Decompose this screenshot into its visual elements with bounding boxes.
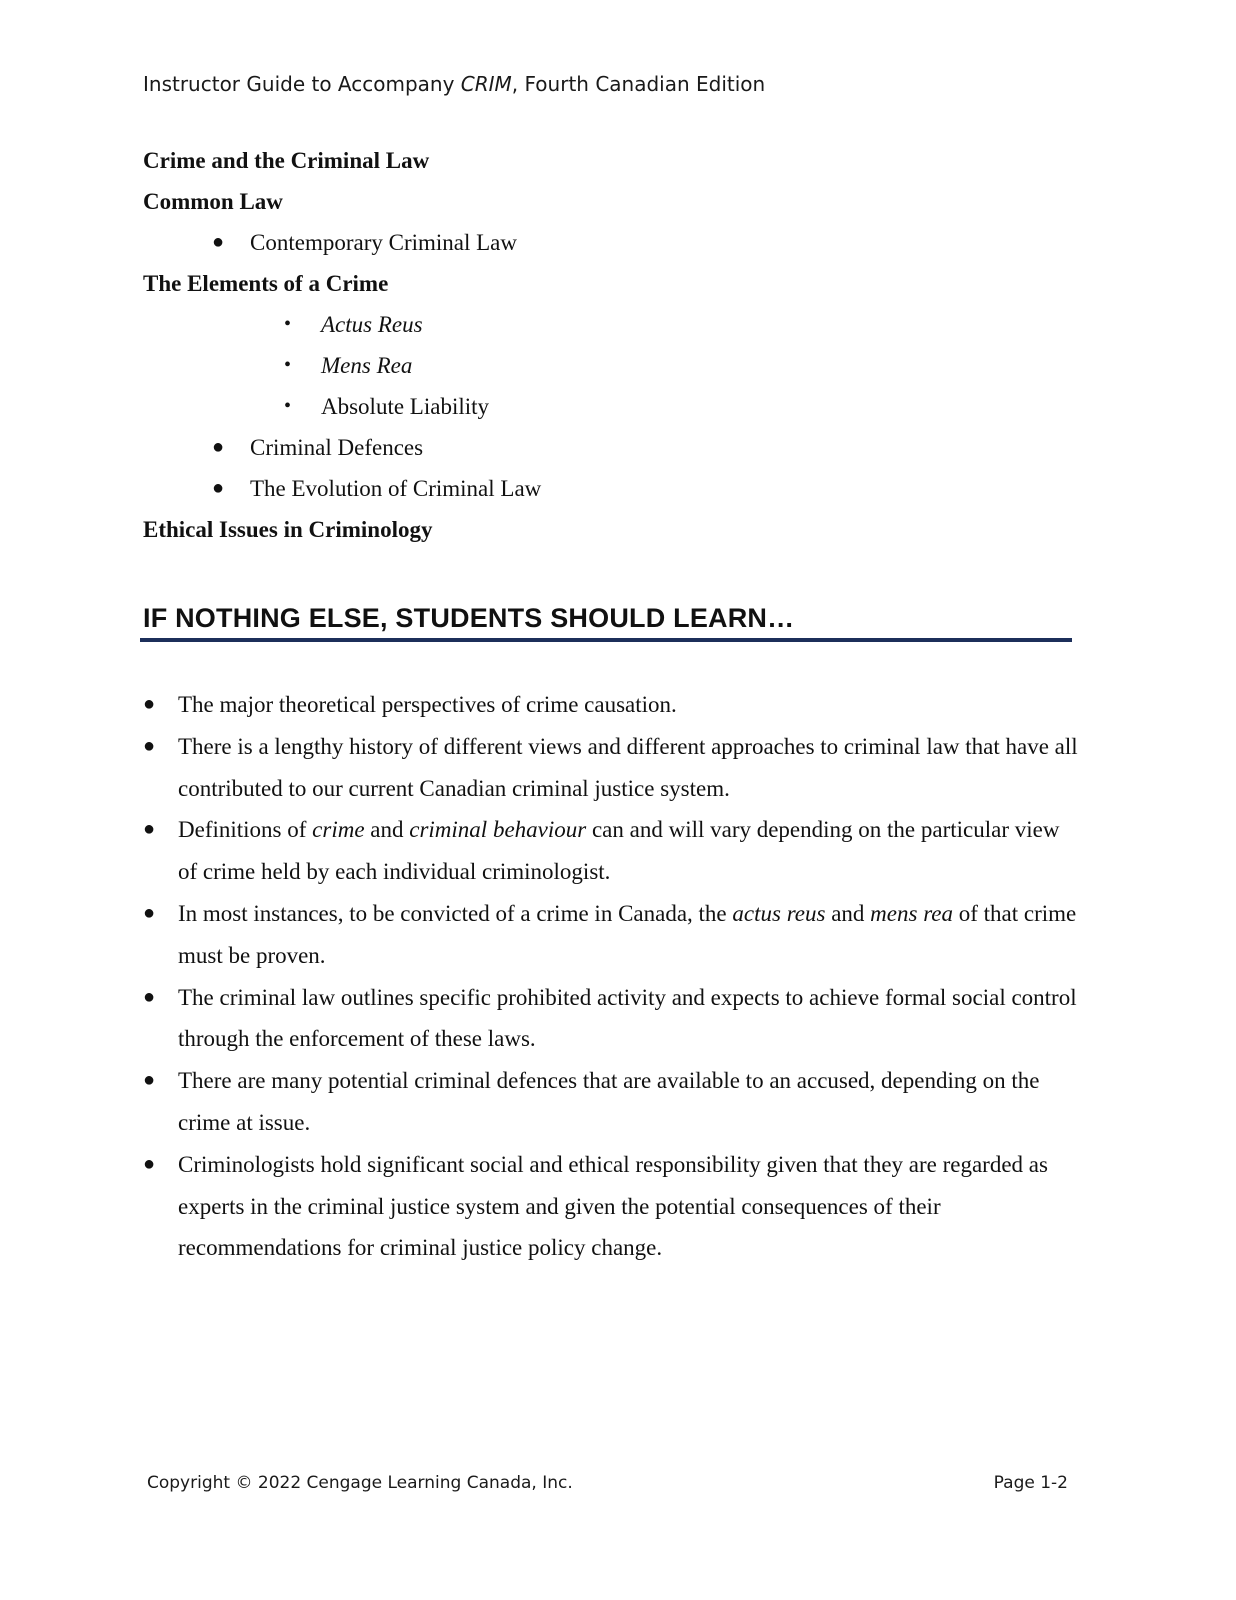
bullet-icon: ●	[143, 901, 156, 924]
list-item-emphasis: crime	[312, 817, 365, 843]
list-item-text: Criminologists hold significant social and ethical responsibility given that they are regarded as experts in the criminal justice system and given the potential consequences of their recommendations for criminal justice policy change.	[178, 1151, 1048, 1261]
list-item-text-post: of that crime must be proven.	[178, 900, 1077, 968]
bullet-icon: ●	[212, 231, 225, 253]
header-prefix: Instructor Guide to Accompany	[143, 72, 461, 96]
bullet-icon: ●	[212, 436, 225, 458]
running-header	[143, 72, 765, 96]
list-item	[143, 893, 1083, 977]
list-item-text-pre: Definitions of	[178, 817, 313, 843]
list-item	[143, 1060, 1083, 1144]
outline-item-contemporary-criminal-law	[143, 222, 1093, 263]
learning-outcomes-list	[143, 684, 1083, 1269]
list-item	[143, 977, 1083, 1061]
outline-label: Absolute Liability	[321, 394, 490, 419]
header-suffix: , Fourth Canadian Edition	[511, 72, 766, 96]
bullet-icon: ●	[143, 985, 156, 1008]
list-item-text-post: can and will vary depending on the particular view of crime held by each individual criminologist.	[178, 817, 1060, 885]
outline-label: Mens Rea	[321, 353, 413, 378]
outline-label: The Evolution of Criminal Law	[250, 476, 542, 501]
footer-copyright: Copyright © 2022 Cengage Learning Canada, Inc.	[147, 1473, 573, 1493]
list-item	[143, 809, 1083, 893]
bullet-icon: ●	[143, 1152, 156, 1175]
list-item-text-mid: and	[825, 900, 871, 926]
list-item	[143, 1144, 1083, 1269]
outline-label: Criminal Defences	[250, 435, 424, 460]
header-book-title: CRIM	[460, 72, 512, 96]
list-item-text-pre: In most instances, to be convicted of a crime in Canada, the	[178, 900, 733, 926]
list-item-text: There are many potential criminal defences that are available to an accused, depending on the crime at issue.	[178, 1068, 1040, 1135]
list-item-emphasis: mens rea	[870, 900, 953, 926]
footer-page-number: Page 1-2	[993, 1473, 1068, 1493]
list-item	[143, 684, 1083, 726]
outline-item-evolution-of-criminal-law	[143, 468, 1093, 509]
bullet-icon: ●	[143, 1069, 156, 1092]
bullet-icon: ●	[143, 818, 156, 841]
list-item-emphasis: actus reus	[732, 900, 826, 926]
outline-label: Contemporary Criminal Law	[250, 230, 517, 255]
list-item	[143, 726, 1083, 810]
outline-subitem-absolute-liability	[143, 386, 1093, 427]
section-divider	[140, 638, 1072, 642]
bullet-icon: •	[284, 354, 292, 376]
list-item-text: The major theoretical perspectives of crime causation.	[178, 692, 677, 717]
bullet-icon: ●	[143, 734, 156, 757]
outline-label: Actus Reus	[321, 312, 423, 337]
outline-heading-ethical-issues	[143, 509, 1093, 550]
chapter-outline	[143, 140, 1093, 550]
outline-label: Ethical Issues in Criminology	[143, 517, 433, 542]
outline-heading-crime-and-criminal-law	[143, 140, 1093, 181]
list-item-text: The criminal law outlines specific prohibited activity and expects to achieve formal social control through the enforcement of these laws.	[178, 984, 1077, 1052]
outline-heading-elements-of-a-crime	[143, 263, 1093, 304]
list-item-text: There is a lengthy history of different views and different approaches to criminal law that have all contributed to our current Canadian criminal justice system.	[178, 733, 1078, 801]
outline-label: The Elements of a Crime	[143, 271, 389, 296]
outline-subitem-mens-rea	[143, 345, 1093, 386]
bullet-icon: ●	[212, 477, 225, 499]
outline-heading-common-law	[143, 181, 1093, 222]
bullet-icon: ●	[143, 693, 156, 715]
outline-label: Common Law	[143, 189, 283, 214]
bullet-icon: •	[284, 313, 292, 335]
bullet-icon: •	[284, 395, 292, 417]
outline-subitem-actus-reus	[143, 304, 1093, 345]
list-item-text-mid: and	[364, 817, 410, 843]
section-title: IF NOTHING ELSE, STUDENTS SHOULD LEARN…	[143, 603, 795, 633]
outline-label: Crime and the Criminal Law	[143, 148, 430, 173]
list-item-emphasis: criminal behaviour	[409, 817, 587, 843]
outline-item-criminal-defences	[143, 427, 1093, 468]
